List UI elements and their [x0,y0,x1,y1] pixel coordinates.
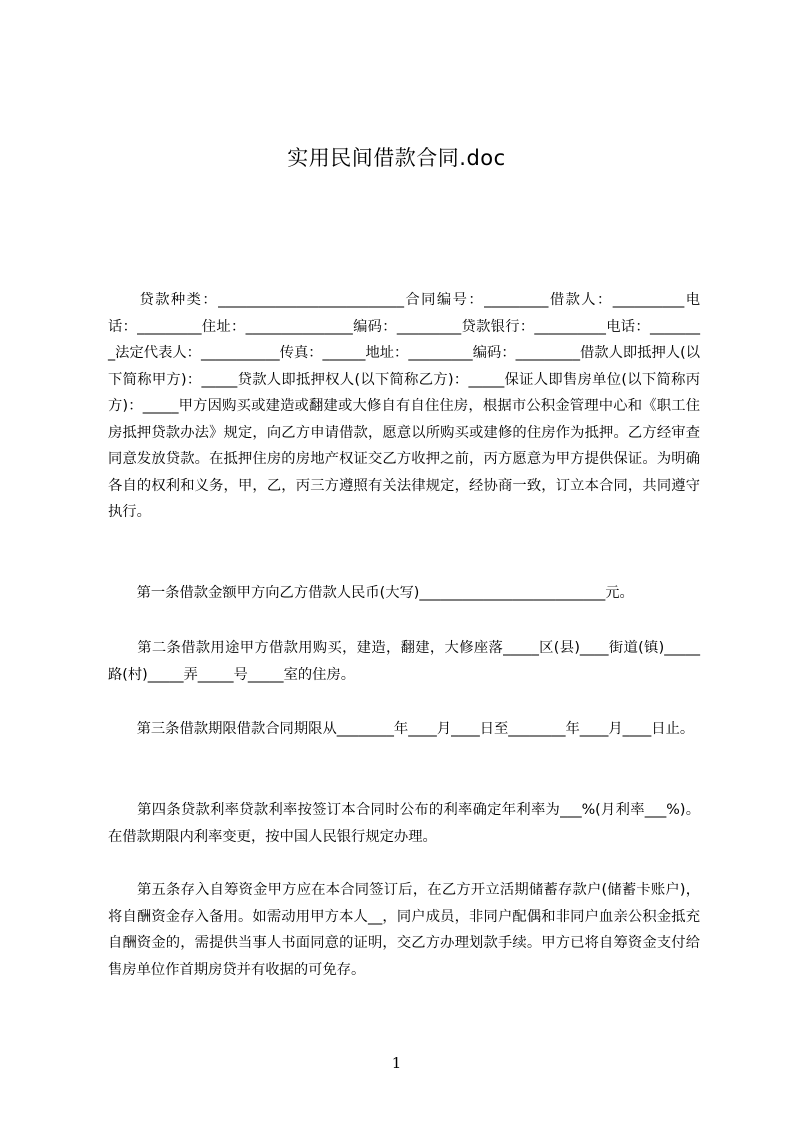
article-4-interest-rate: 第四条贷款利率贷款利率按签订本合同时公布的利率确定年利率为___%(月利率___%)。在借款期限内利率变更，按中国人民银行规定办理。 [108,802,700,845]
contract-intro-paragraph: 贷款种类：__________________________合同编号：_________借款人：__________电话：_________住址：_______________编码：_________贷款银行：__________电话：________法定代表人：___________传真：______地址：_________编码：_________借款人即抵押人(以下简称甲方)：_____贷款人即抵押权人(以下简称乙方)：_____保证人即售房单位(以下简称丙方)：_____甲方因购买或建造或翻建或大修自有自住住房，根据市公积金管理中心和《职工住房抵押贷款办法》规定，向乙方申请借款，愿意以所购买或建修的住房作为抵押。乙方经审查同意发放贷款。在抵押住房的房地产权证交乙方收押之前，丙方愿意为甲方提供保证。为明确各自的权利和义务，甲，乙，丙三方遵照有关法律规定，经协商一致，订立本合同，共同遵守执行。 [108,292,700,520]
document-title: 实用民间借款合同.doc [287,146,506,170]
article-2-loan-purpose: 第二条借款用途甲方借款用购买，建造，翻建，大修座落_____区(县)____街道(镇)_____路(村)_____弄_____号_____室的住房。 [108,640,700,683]
article-1-loan-amount: 第一条借款金额甲方向乙方借款人民币(大写)__________________________元。 [108,585,634,601]
page-number: 1 [391,1054,402,1072]
article-3-loan-term: 第三条借款期限借款合同期限从________年____月____日至________年____月____日止。 [108,721,695,737]
article-5-self-funds-deposit: 第五条存入自筹资金甲方应在本合同签订后，在乙方开立活期储蓄存款户(储蓄卡账户)，将自酬资金存入备用。如需动用甲方本人__，同户成员，非同户配偶和非同户血亲公积金抵充自酬资金的，需提供当事人书面同意的证明，交乙方办理划款手续。甲方已将自筹资金支付给售房单位作首期房贷并有收据的可免存。 [108,882,700,978]
